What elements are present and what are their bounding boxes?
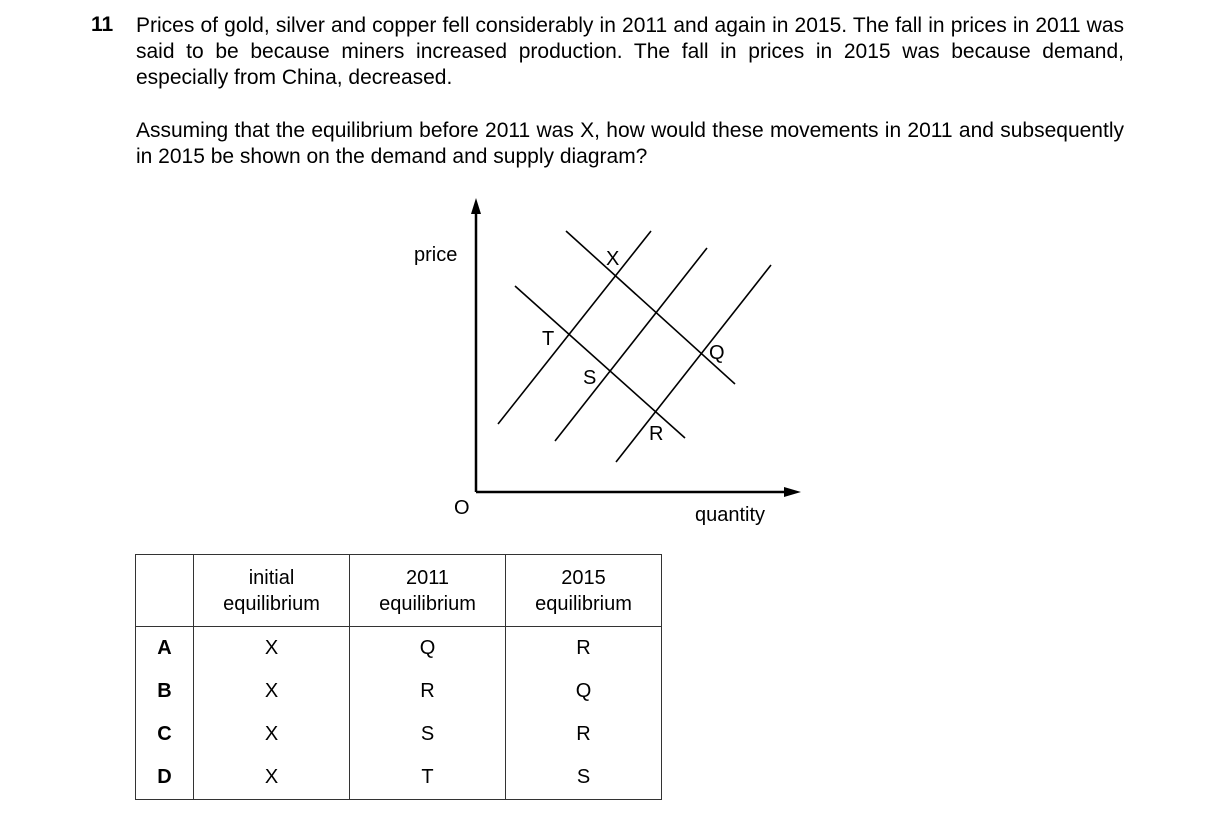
point-label-q: Q xyxy=(709,342,725,364)
initial-equilibrium-cell: X xyxy=(194,670,350,713)
equilibrium-2015-cell: S xyxy=(506,756,662,800)
supply-curve-1 xyxy=(498,231,651,424)
x-axis-label: quantity xyxy=(695,504,766,526)
table-row xyxy=(136,627,662,671)
option-letter[interactable]: D xyxy=(136,756,194,800)
table-row xyxy=(136,756,662,800)
header-2011-line1: 2011 xyxy=(405,566,449,589)
equilibrium-2011-cell: R xyxy=(350,670,506,713)
header-2015-line1: 2015 xyxy=(561,566,606,589)
option-letter[interactable]: C xyxy=(136,713,194,756)
answer-options-table xyxy=(135,554,662,800)
option-letter[interactable]: A xyxy=(136,627,194,671)
supply-curve-2 xyxy=(555,248,707,441)
table-header-cell xyxy=(136,555,194,627)
point-label-s: S xyxy=(583,367,597,389)
y-axis-arrow xyxy=(471,198,481,214)
origin-label: O xyxy=(454,497,470,519)
initial-equilibrium-cell: X xyxy=(194,756,350,800)
supply-curve-3 xyxy=(616,265,771,462)
point-label-x: X xyxy=(606,248,620,270)
header-2015-line2: equilibrium xyxy=(535,592,632,615)
initial-equilibrium-cell: X xyxy=(194,713,350,756)
x-axis-arrow xyxy=(784,487,801,497)
equilibrium-2011-cell: Q xyxy=(350,627,506,671)
equilibrium-2011-cell: S xyxy=(350,713,506,756)
point-label-t: T xyxy=(542,328,555,350)
equilibrium-2011-cell: T xyxy=(350,756,506,800)
table-row xyxy=(136,670,662,713)
question-paragraph-2: Assuming that the equilibrium before 2011 was X, how would these movements in 2011 and subsequently in 2015 be shown on the demand and supply diagram? xyxy=(136,119,1124,168)
table-header-cell xyxy=(350,555,506,627)
table-header-cell xyxy=(194,555,350,627)
point-label-r: R xyxy=(649,423,664,445)
equilibrium-2015-cell: R xyxy=(506,627,662,671)
y-axis-label: price xyxy=(414,244,458,266)
table-row xyxy=(136,713,662,756)
option-letter[interactable]: B xyxy=(136,670,194,713)
equilibrium-2015-cell: R xyxy=(506,713,662,756)
table-header-cell xyxy=(506,555,662,627)
table-header-row xyxy=(136,555,662,627)
header-2011-line2: equilibrium xyxy=(379,592,476,615)
header-initial-line1: initial xyxy=(248,566,295,589)
header-initial-line2: equilibrium xyxy=(223,592,320,615)
equilibrium-2015-cell: Q xyxy=(506,670,662,713)
initial-equilibrium-cell: X xyxy=(194,627,350,671)
question-number: 11 xyxy=(91,13,114,36)
question-paragraph-1: Prices of gold, silver and copper fell considerably in 2011 and again in 2015. The fall in prices in 2011 was said to be because miners increased production. The fall in prices in 2015 was because demand, especially from China, decreased. xyxy=(136,14,1124,89)
